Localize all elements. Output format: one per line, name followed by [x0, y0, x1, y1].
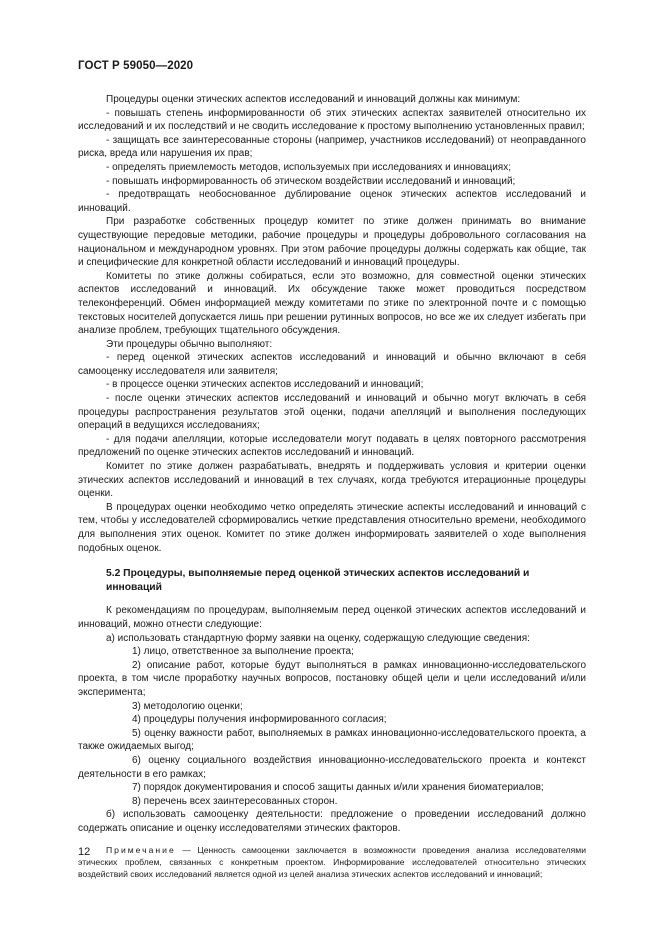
note	[78, 844, 586, 880]
sub-item: 4) процедуры получения информированного согласия;	[132, 714, 387, 726]
section-intro: К рекомендациям по процедурам, выполняемым перед оценкой этических аспектов исследований и инноваций, можно отнести следующие:	[78, 605, 586, 630]
sub-item: 1) лицо, ответственное за выполнение проекта;	[132, 646, 354, 658]
list-item: - защищать все заинтересованные стороны (например, участников исследований) от неоправданного риска, вреда или нарушения их прав;	[78, 134, 586, 160]
document-header: ГОСТ Р 59050—2020	[78, 60, 194, 72]
sub-item: 7) порядок документирования и способ защиты данных и/или хранения биоматериалов;	[132, 782, 544, 794]
list-item: - после оценки этических аспектов исследований и инноваций и обычно могут включать в себя процедуры распространения результатов этой оценки, подачи апелляций и выполнения последующих операций в ведущихся исследованиях;	[78, 393, 586, 432]
sub-item: 8) перечень всех заинтересованных сторон.	[132, 795, 338, 807]
note-dash: —	[175, 845, 198, 856]
paragraph: Комитет по этике должен разрабатывать, внедрять и поддерживать условия и критерии оценки этических аспектов исследований и инноваций в тех случаях, когда требуются итерационные процедуры оценки.	[78, 461, 586, 500]
paragraph: При разработке собственных процедур комитет по этике должен принимать во внимание существующие передовые методики, рабочие процедуры и процедуры добровольного согласования на национальном и международном уровнях. При этом рабочие процедуры должны содержать как общие, так и специфические для конкретной области исследований и инноваций процедуры.	[78, 216, 586, 269]
note-text: Ценность самооценки заключается в возможности проведения анализа исследователями этических проблем, связанных с конкретным проектом. Информирование исследователей относительно этических воздействий своих исследований является одной из целей анализа этических аспектов исследований и инноваций;	[78, 845, 586, 880]
list-item: - в процессе оценки этических аспектов исследований и инноваций;	[106, 379, 424, 391]
sub-item: 5) оценку важности работ, выполняемых в рамках инновационно-исследовательского проекта, а также ожидаемых выгод;	[78, 727, 586, 753]
sub-item: 6) оценку социального воздействия инновационно-исследовательского проекта и контекст деятельности в его рамках;	[78, 754, 586, 780]
sub-item: 3) методологию оценки;	[132, 700, 243, 712]
list-item: - определять приемлемость методов, используемых при исследованиях и инновациях;	[106, 161, 511, 173]
list-item: - повышать степень информированности об этих этических аспектах заявителей относительно их исследований и их последствий и не сводить исследование к простому выполнению установленных правил;	[78, 107, 586, 133]
paragraph: Комитеты по этике должны собираться, если это возможно, для совместной оценки этических аспектов исследований и инноваций. Их обсуждение также может проводиться посредством телеконференций. Обмен информацией между комитетами по этике по электронной почте и с помощью текстовых носителей допускается лишь при решении рутинных вопросов, но все же их следует избегать при анализе проблем, требующих тщательного обсуждения.	[78, 270, 586, 337]
list-item: - для подачи апелляции, которые исследователи могут подавать в целях повторного рассмотрения предложений по оценке этических аспектов исследований и инноваций.	[78, 433, 586, 459]
list-item-a: а) использовать стандартную форму заявки на оценку, содержащую следующие сведения:	[106, 632, 530, 644]
paragraph: В процедурах оценки необходимо четко определять этические аспекты исследований и инноваций с тем, чтобы у исследователей сформировались четкие представления относительно времени, необходимого для выполнения этих оценок. Комитет по этике должен информировать заявителей о ходе выполнения подобных оценок.	[78, 501, 586, 554]
page-number: 12	[78, 846, 91, 858]
sub-item: 2) описание работ, которые будут выполняться в рамках инновационно-исследовательского проекта, в том числе проработку научных вопросов, постановку общей цели и цели исследований и/или эксперимента;	[78, 659, 586, 698]
paragraph: Процедуры оценки этических аспектов исследований и инноваций должны как минимум:	[106, 94, 521, 105]
list-item-b: б) использовать самооценку деятельности: предложение о проведении исследований должно содержать описание и оценку исследователями этических факторов.	[78, 809, 586, 834]
section-heading: 5.2 Процедуры, выполняемые перед оценкой этических аспектов исследований и инноваций	[106, 568, 530, 593]
note-label: Примечание	[106, 845, 176, 856]
list-item: - повышать информированность об этическом воздействии исследований и инноваций;	[106, 175, 516, 187]
list-item: - предотвращать необоснованное дублирование оценок этических аспектов исследований и инноваций.	[78, 189, 586, 214]
list-item: - перед оценкой этических аспектов исследований и инноваций и обычно включают в себя самооценку исследователя или заявителя;	[78, 352, 586, 377]
document-body	[78, 93, 586, 880]
paragraph: Эти процедуры обычно выполняют:	[106, 338, 273, 350]
